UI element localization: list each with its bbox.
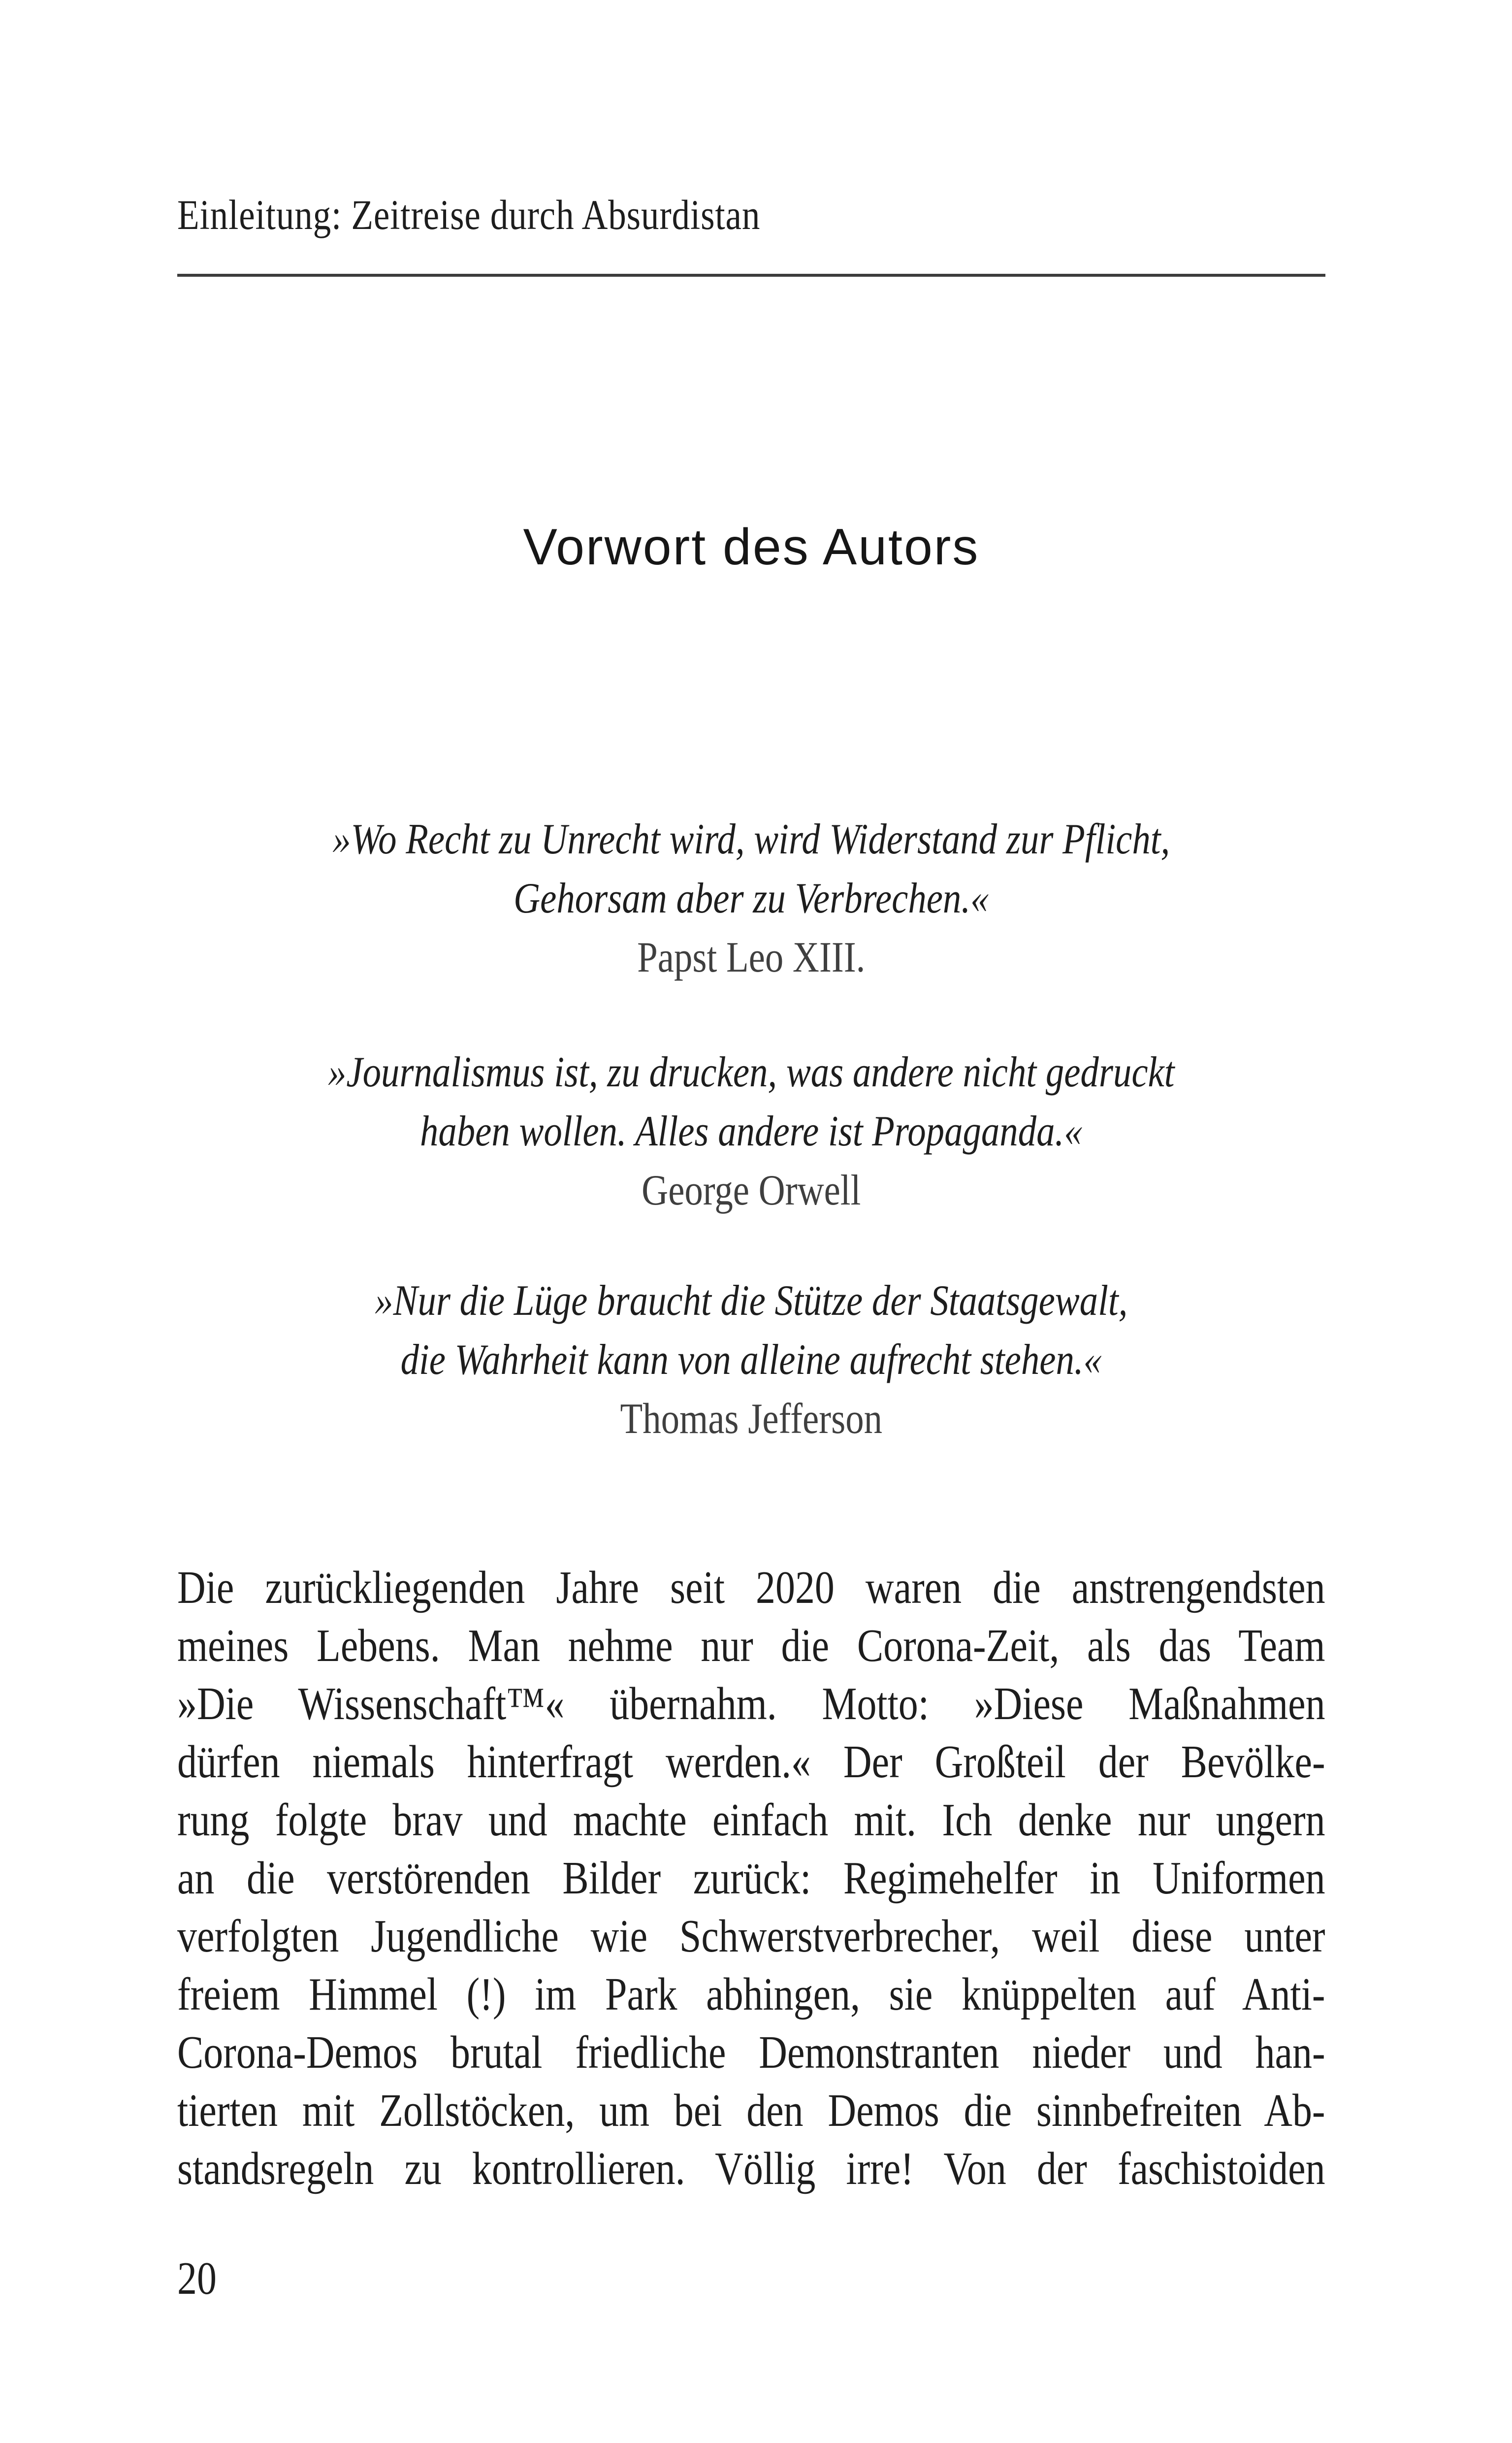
body-line: »Die Wissenschaft™« übernahm. Motto: »Diese Maßnahmen	[177, 1678, 1325, 1729]
body-line: Die zurückliegenden Jahre seit 2020 waren die anstrengendsten	[177, 1562, 1325, 1613]
body-line: dürfen niemals hinterfragt werden.« Der Großteil der Bevölke-	[177, 1736, 1325, 1788]
body-line: rung folgte brav und machte einfach mit. Ich denke nur ungern	[177, 1794, 1325, 1846]
epigraph-quote-orwell	[177, 1043, 1325, 1220]
running-head: Einleitung: Zeitreise durch Absurdistan	[177, 191, 761, 238]
quote-line: »Nur die Lüge braucht die Stütze der Staatsgewalt,	[375, 1277, 1128, 1325]
quote-line: haben wollen. Alles andere ist Propaganda.«	[419, 1107, 1083, 1155]
epigraph-quote-jefferson	[177, 1271, 1325, 1449]
quote-line: die Wahrheit kann von alleine aufrecht stehen.«	[400, 1336, 1102, 1384]
quote-attribution: Thomas Jefferson	[620, 1395, 883, 1443]
body-line: meines Lebens. Man nehme nur die Corona-Zeit, als das Team	[177, 1620, 1325, 1671]
chapter-title: Vorwort des Autors	[523, 519, 980, 576]
quote-attribution: George Orwell	[642, 1167, 861, 1214]
body-line: verfolgten Jugendliche wie Schwerstverbrecher, weil diese unter	[177, 1911, 1325, 1962]
quote-line: »Wo Recht zu Unrecht wird, wird Widerstand zur Pflicht,	[332, 815, 1170, 863]
header-rule	[177, 274, 1325, 277]
body-line: an die verstörenden Bilder zurück: Regimehelfer in Uniformen	[177, 1853, 1325, 1904]
quote-line: Gehorsam aber zu Verbrechen.«	[514, 875, 989, 922]
body-line: tierten mit Zollstöcken, um bei den Demos die sinnbefreiten Ab-	[177, 2085, 1325, 2136]
body-line: freiem Himmel (!) im Park abhingen, sie knüppelten auf Anti-	[177, 1969, 1325, 2020]
body-line: Corona-Demos brutal friedliche Demonstranten nieder und han-	[177, 2027, 1325, 2078]
quote-attribution: Papst Leo XIII.	[637, 934, 866, 981]
page-number: 20	[177, 2253, 217, 2304]
body-line: standsregeln zu kontrollieren. Völlig irre! Von der faschistoiden	[177, 2143, 1325, 2194]
quote-line: »Journalismus ist, zu drucken, was andere nicht gedruckt	[328, 1048, 1175, 1096]
body-paragraph	[177, 1559, 1325, 2198]
epigraph-quote-leo	[177, 810, 1325, 987]
